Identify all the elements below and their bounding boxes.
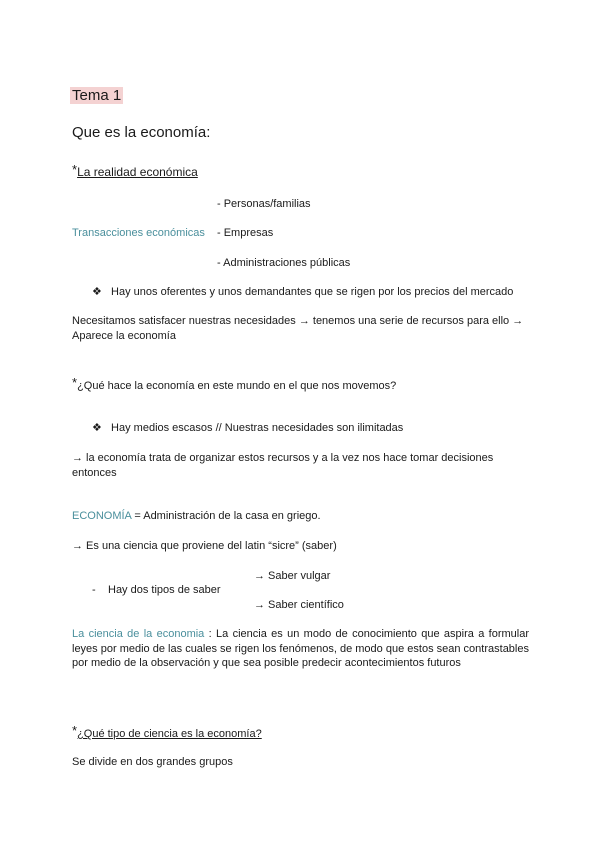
- dash-bullet: -: [92, 584, 96, 596]
- saber-cientifico: → Saber científico: [254, 599, 344, 611]
- paragraph: entonces: [72, 467, 117, 479]
- heading: Que es la economía:: [72, 124, 211, 141]
- document-title: Tema 1: [72, 87, 122, 104]
- bullet-item: ❖ Hay medios escasos // Nuestras necesidades son ilimitadas: [92, 422, 404, 434]
- list-item: - Empresas: [217, 227, 274, 239]
- paragraph: → Es una ciencia que proviene del latin “sicre” (saber): [72, 540, 337, 552]
- section-heading-tipo-ciencia: *¿Qué tipo de ciencia es la economía?: [72, 723, 262, 740]
- list-item: - Personas/familias: [217, 198, 311, 210]
- diamond-bullet-icon: ❖: [92, 422, 102, 434]
- paragraph: Se divide en dos grandes grupos: [72, 756, 233, 768]
- transacciones-label: Transacciones económicas: [72, 227, 205, 239]
- section-heading-realidad: *La realidad económica: [72, 162, 198, 179]
- paragraph: Necesitamos satisfacer nuestras necesidades → tenemos una serie de recursos para ello →: [72, 315, 524, 327]
- saber-label: Hay dos tipos de saber: [108, 584, 221, 596]
- diamond-bullet-icon: ❖: [92, 286, 102, 298]
- saber-vulgar: → Saber vulgar: [254, 570, 331, 582]
- bullet-item: ❖ Hay unos oferentes y unos demandantes que se rigen por los precios del mercado: [92, 286, 514, 298]
- economia-definition: ECONOMÍA = Administración de la casa en griego.: [72, 510, 321, 522]
- ciencia-paragraph: La ciencia de la economia : La ciencia es un modo de conocimiento que aspira a formular leyes por medio de las cuales se rigen los fenómenos, de modo que estos sean contrastables por medio de la observación y que sea posible predecir acontecimientos futuros: [72, 628, 529, 670]
- paragraph: Aparece la economía: [72, 330, 176, 342]
- paragraph: → la economía trata de organizar estos recursos y a la vez nos hace tomar decisiones: [72, 452, 494, 464]
- section-heading-que-hace: *¿Qué hace la economía en este mundo en el que nos movemos?: [72, 375, 397, 392]
- list-item: - Administraciones públicas: [217, 257, 351, 269]
